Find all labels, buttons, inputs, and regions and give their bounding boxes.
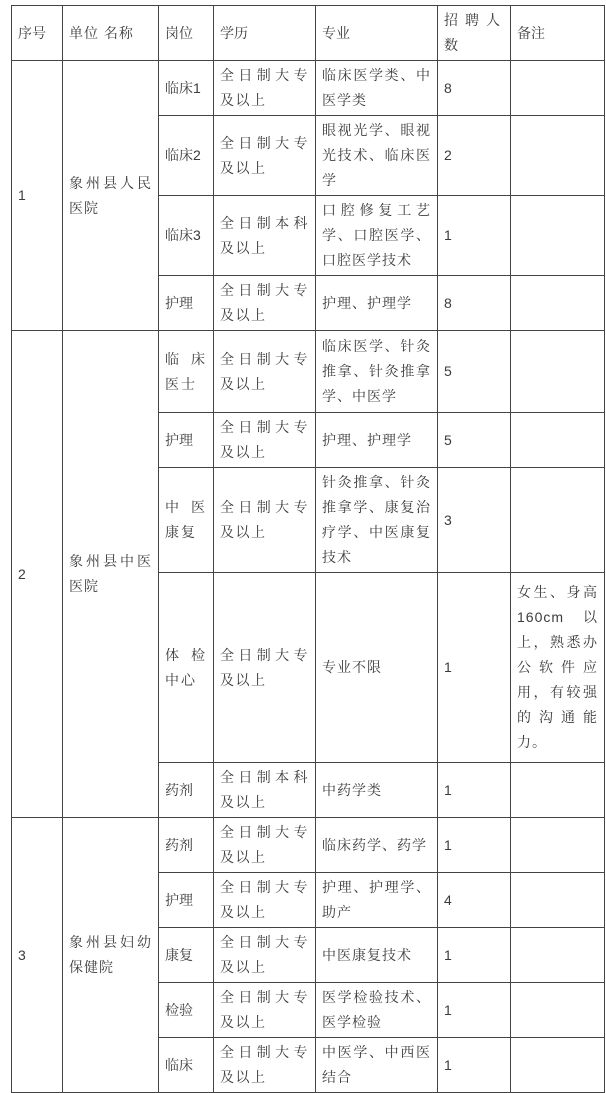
major-cell: 临床医学类、中医学类: [316, 61, 438, 116]
education-cell: 全日制大专及以上: [214, 331, 316, 413]
count-cell: 5: [438, 413, 511, 468]
major-cell: 临床医学、针灸推拿、针灸推拿学、中医学: [316, 331, 438, 413]
education-cell: 全日制大专及以上: [214, 873, 316, 928]
remark-cell: [511, 1038, 605, 1093]
header-row: [12, 6, 605, 61]
education-cell: 全日制大专及以上: [214, 1038, 316, 1093]
education-cell: 全日制大专及以上: [214, 573, 316, 763]
col-header-count: 招聘人数: [438, 6, 511, 61]
recruitment-table: [11, 5, 605, 1093]
position-cell: 康复: [159, 928, 214, 983]
position-cell: 临床: [159, 1038, 214, 1093]
major-cell: 针灸推拿、针灸推拿学、康复治疗学、中医康复技术: [316, 468, 438, 573]
table-row: [12, 818, 605, 873]
remark-cell: [511, 413, 605, 468]
position-cell: 药剂: [159, 763, 214, 818]
count-cell: 8: [438, 61, 511, 116]
remark-cell: [511, 61, 605, 116]
position-cell: 临床2: [159, 116, 214, 196]
remark-cell: [511, 928, 605, 983]
remark-cell: [511, 468, 605, 573]
position-cell: 临床医士: [159, 331, 214, 413]
count-cell: 1: [438, 818, 511, 873]
remark-cell: 女生、身高160cm以上，熟悉办公软件应用，有较强的沟通能力。: [511, 573, 605, 763]
col-header-index: 序号: [12, 6, 63, 61]
major-cell: 中医康复技术: [316, 928, 438, 983]
index-cell: 3: [12, 818, 63, 1093]
table-row: [12, 61, 605, 116]
col-header-major: 专业: [316, 6, 438, 61]
education-cell: 全日制大专及以上: [214, 818, 316, 873]
count-cell: 5: [438, 331, 511, 413]
count-cell: 1: [438, 983, 511, 1038]
remark-cell: [511, 818, 605, 873]
education-cell: 全日制大专及以上: [214, 983, 316, 1038]
education-cell: 全日制本科及以上: [214, 763, 316, 818]
education-cell: 全日制大专及以上: [214, 413, 316, 468]
major-cell: 专业不限: [316, 573, 438, 763]
col-header-unit: 单位 名称: [63, 6, 159, 61]
remark-cell: [511, 276, 605, 331]
remark-cell: [511, 116, 605, 196]
major-cell: 护理、护理学、助产: [316, 873, 438, 928]
major-cell: 口腔修复工艺学、口腔医学、口腔医学技术: [316, 196, 438, 276]
position-cell: 中医康复: [159, 468, 214, 573]
major-cell: 临床药学、药学: [316, 818, 438, 873]
position-cell: 检验: [159, 983, 214, 1038]
index-cell: 1: [12, 61, 63, 331]
position-cell: 体检中心: [159, 573, 214, 763]
table-row: [12, 331, 605, 413]
remark-cell: [511, 196, 605, 276]
col-header-education: 学历: [214, 6, 316, 61]
col-header-position: 岗位: [159, 6, 214, 61]
remark-cell: [511, 983, 605, 1038]
position-cell: 护理: [159, 873, 214, 928]
major-cell: 中药学类: [316, 763, 438, 818]
position-cell: 护理: [159, 413, 214, 468]
count-cell: 4: [438, 873, 511, 928]
position-cell: 临床3: [159, 196, 214, 276]
major-cell: 护理、护理学: [316, 413, 438, 468]
count-cell: 3: [438, 468, 511, 573]
count-cell: 8: [438, 276, 511, 331]
education-cell: 全日制大专及以上: [214, 276, 316, 331]
education-cell: 全日制大专及以上: [214, 468, 316, 573]
count-cell: 1: [438, 1038, 511, 1093]
col-header-remark: 备注: [511, 6, 605, 61]
unit-cell: 象州县人民医院: [63, 61, 159, 331]
remark-cell: [511, 763, 605, 818]
remark-cell: [511, 873, 605, 928]
position-cell: 临床1: [159, 61, 214, 116]
education-cell: 全日制大专及以上: [214, 928, 316, 983]
index-cell: 2: [12, 331, 63, 818]
major-cell: 护理、护理学: [316, 276, 438, 331]
remark-cell: [511, 331, 605, 413]
education-cell: 全日制大专及以上: [214, 116, 316, 196]
major-cell: 医学检验技术、医学检验: [316, 983, 438, 1038]
count-cell: 1: [438, 928, 511, 983]
count-cell: 2: [438, 116, 511, 196]
unit-cell: 象州县中医医院: [63, 331, 159, 818]
count-cell: 1: [438, 573, 511, 763]
education-cell: 全日制大专及以上: [214, 61, 316, 116]
unit-cell: 象州县妇幼保健院: [63, 818, 159, 1093]
position-cell: 药剂: [159, 818, 214, 873]
count-cell: 1: [438, 196, 511, 276]
count-cell: 1: [438, 763, 511, 818]
major-cell: 中医学、中西医结合: [316, 1038, 438, 1093]
education-cell: 全日制本科及以上: [214, 196, 316, 276]
position-cell: 护理: [159, 276, 214, 331]
major-cell: 眼视光学、眼视光技术、临床医学: [316, 116, 438, 196]
